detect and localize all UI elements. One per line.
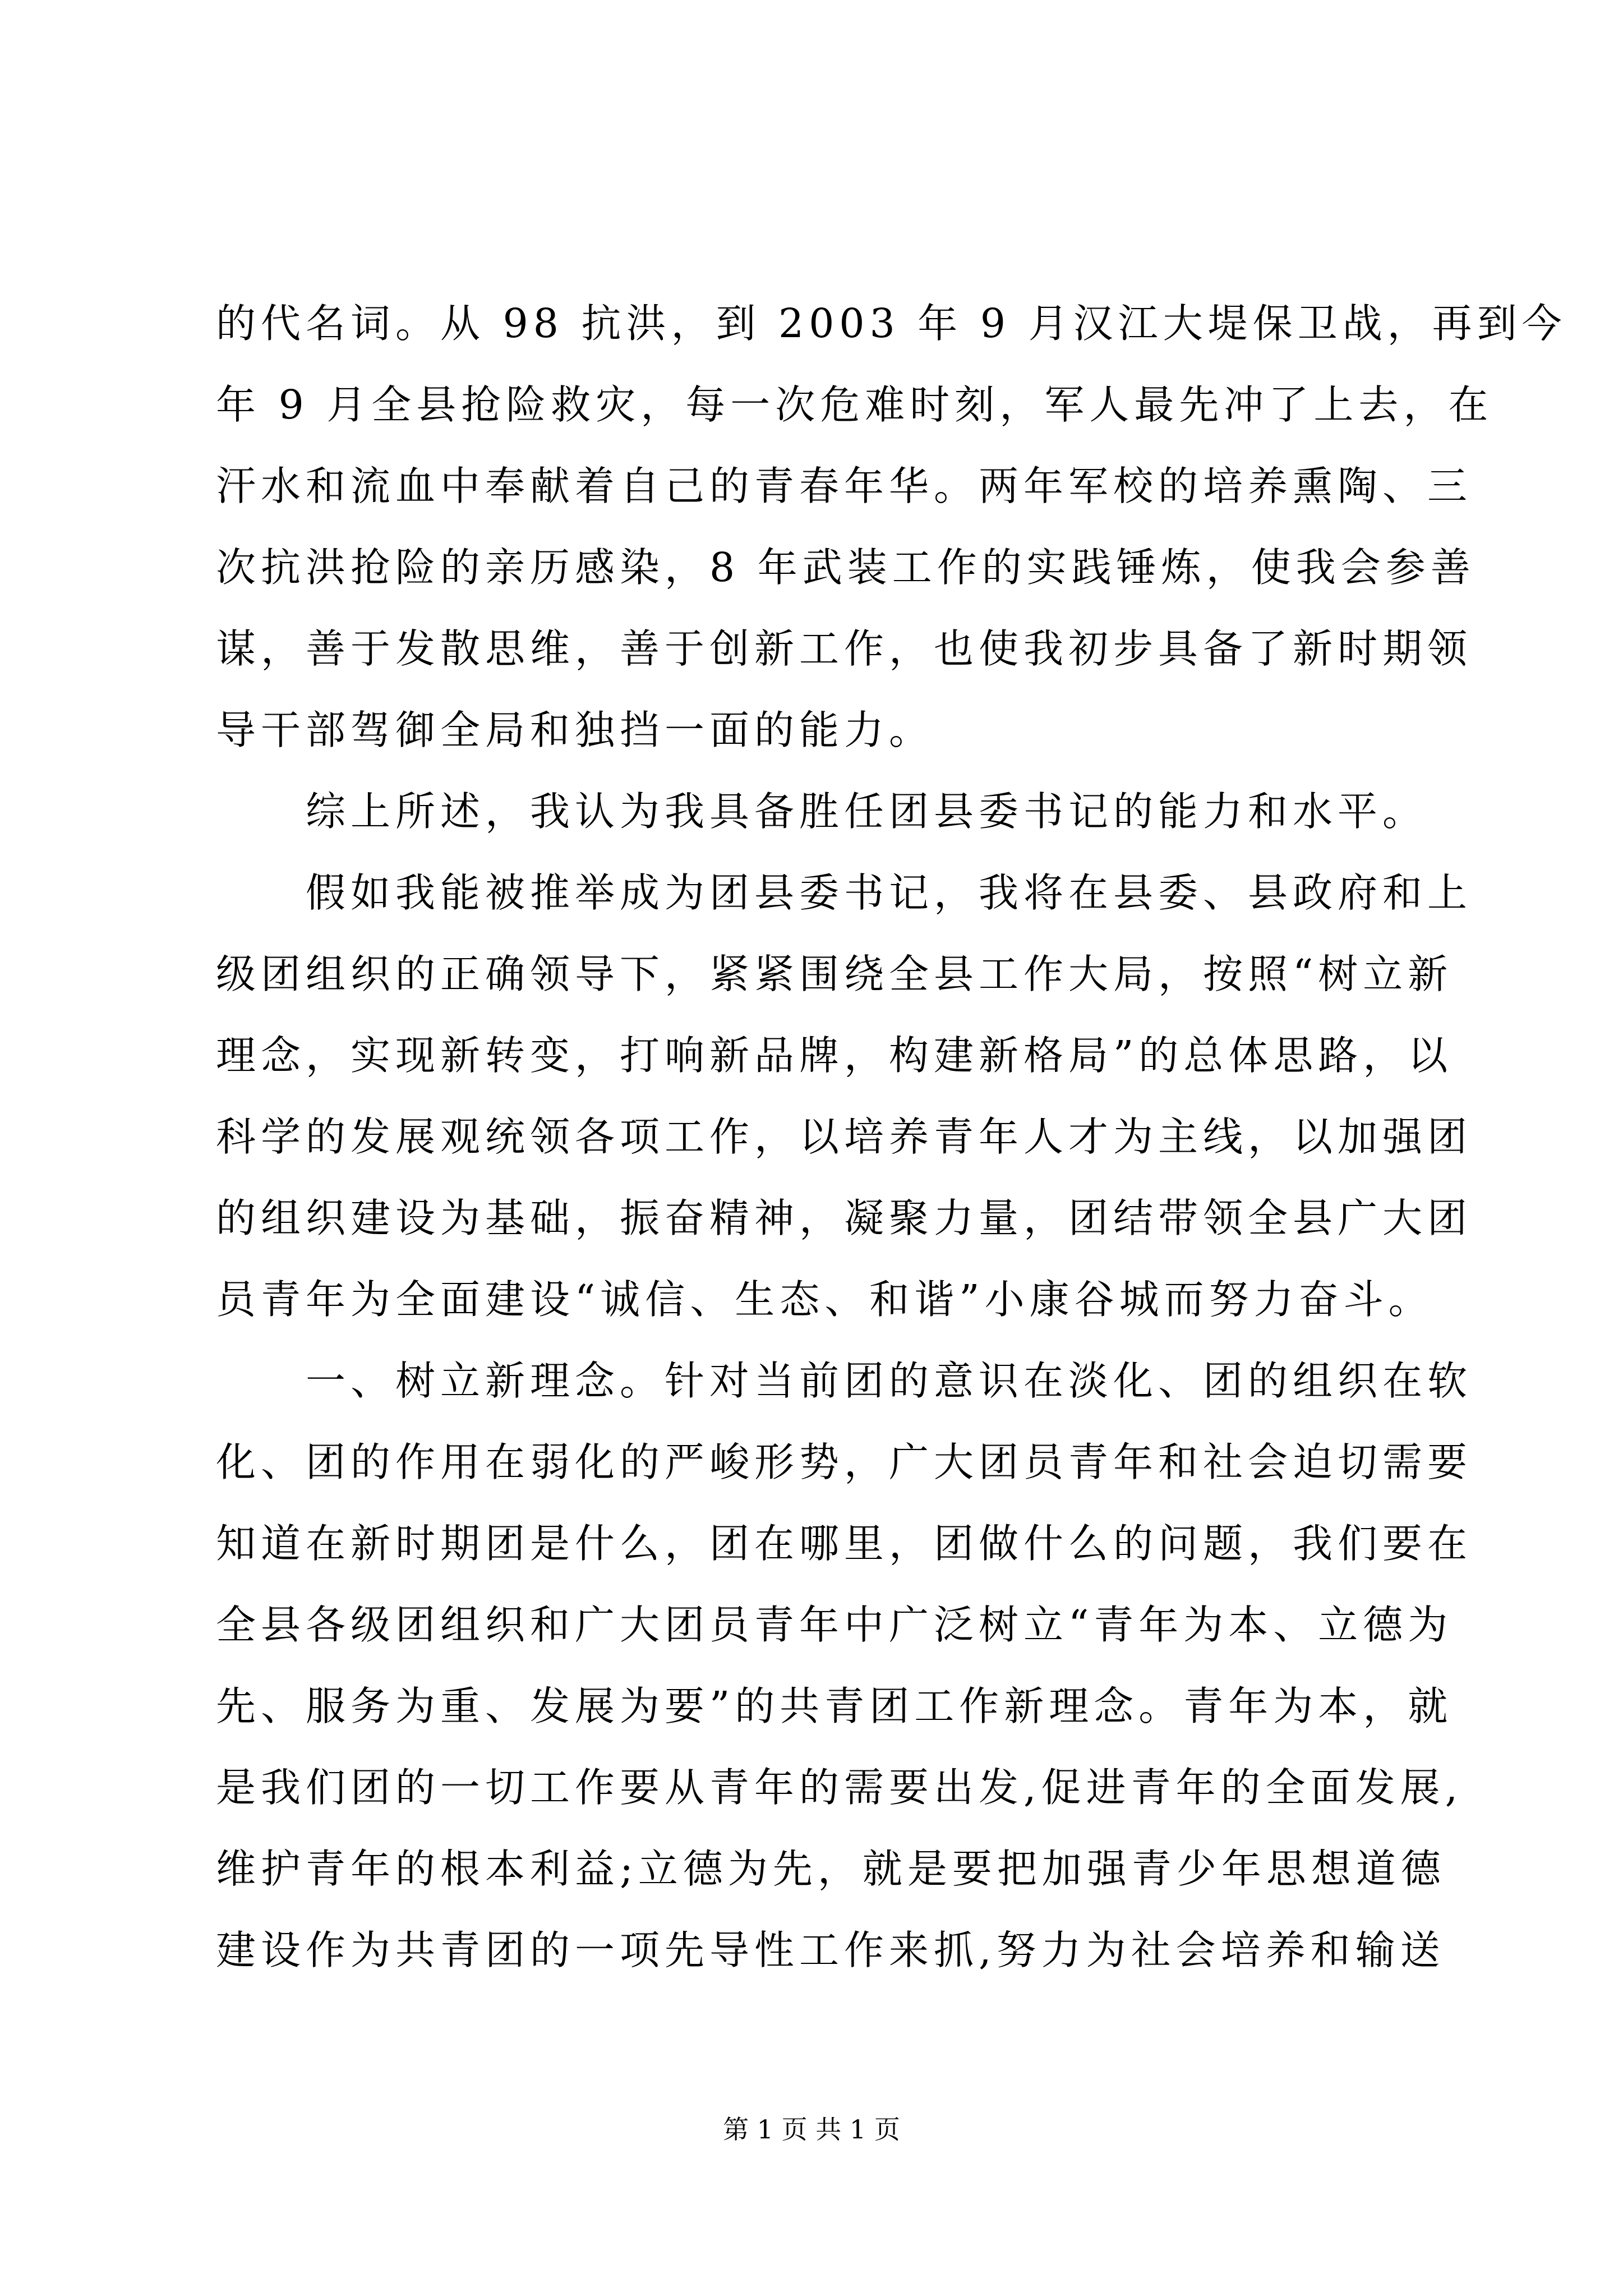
text-line: 是我们团的一切工作要从青年的需要出发,促进青年的全面发展, <box>216 1764 1463 1811</box>
text-line: 建设作为共青团的一项先导性工作来抓,努力为社会培养和输送 <box>216 1927 1445 1973</box>
text-line: 级团组织的正确领导下，紧紧围绕全县工作大局，按照“树立新 <box>216 951 1453 997</box>
text-line: 科学的发展观统领各项工作，以培养青年人才为主线，以加强团 <box>216 1114 1473 1160</box>
text-line: 的组织建设为基础，振奋精神，凝聚力量，团结带领全县广大团 <box>216 1195 1473 1241</box>
text-line: 导干部驾御全局和独挡一面的能力。 <box>216 707 934 753</box>
text-line: 全县各级团组织和广大团员青年中广泛树立“青年为本、立德为 <box>216 1602 1453 1648</box>
text-line: 一、树立新理念。针对当前团的意识在淡化、团的组织在软 <box>306 1358 1473 1404</box>
text-line: 化、团的作用在弱化的严峻形势，广大团员青年和社会迫切需要 <box>216 1439 1473 1485</box>
text-line: 维护青年的根本利益;立德为先，就是要把加强青少年思想道德 <box>216 1846 1446 1892</box>
text-line: 知道在新时期团是什么，团在哪里，团做什么的问题，我们要在 <box>216 1520 1473 1567</box>
text-line: 次抗洪抢险的亲历感染，8 年武装工作的实践锤炼，使我会参善 <box>216 544 1476 591</box>
page-footer: 第 1 页 共 1 页 <box>723 2114 900 2145</box>
text-line: 综上所述，我认为我具备胜任团县委书记的能力和水平。 <box>306 788 1428 835</box>
text-line: 年 9 月全县抢险救灾，每一次危难时刻，军人最先冲了上去，在 <box>216 381 1493 428</box>
text-line: 先、服务为重、发展为要”的共青团工作新理念。青年为本，就 <box>216 1683 1453 1729</box>
text-line: 假如我能被推举成为团县委书记，我将在县委、县政府和上 <box>306 869 1473 916</box>
text-line: 汗水和流血中奉献着自己的青春年华。两年军校的培养熏陶、三 <box>216 463 1473 509</box>
text-line: 理念，实现新转变，打响新品牌，构建新格局”的总体思路，以 <box>216 1032 1453 1079</box>
text-line: 员青年为全面建设“诚信、生态、和谐”小康谷城而努力奋斗。 <box>216 1276 1433 1323</box>
text-line: 的代名词。从 98 抗洪，到 2003 年 9 月汉江大堤保卫战，再到今 <box>216 300 1567 347</box>
text-line: 谋，善于发散思维，善于创新工作，也使我初步具备了新时期领 <box>216 625 1473 672</box>
